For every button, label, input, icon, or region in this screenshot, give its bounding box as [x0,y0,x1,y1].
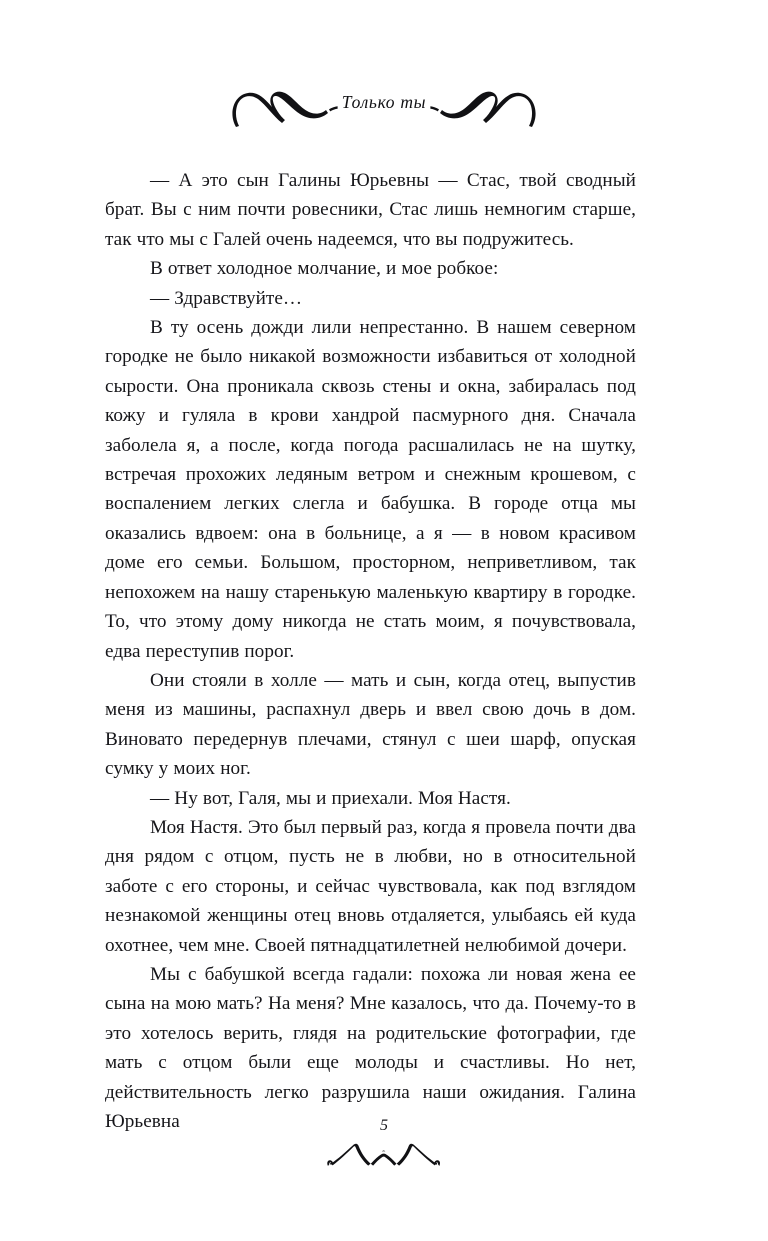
paragraph: Мы с бабушкой всегда гадали: похожа ли новая жена ее сына на мою мать? На меня? Мне казалось, что да. Почему-то в это хотелось верить, глядя на родительские фотографии, где мать с отцом были еще молоды и счастливы. Но нет, действительность легко разрушила наши ожидания. Галина Юрьевна [105,963,636,1132]
paragraph: В ответ холодное молчание, и мое робкое: [150,258,499,280]
swash-flourish-left-icon [230,83,338,129]
folio [0,1118,768,1172]
running-head-title: Только ты [341,91,427,112]
running-head [0,82,768,130]
paragraph: — А это сын Галины Юрьевны — Стас, твой сводный брат. Вы с ним почти ровесники, Стас лишь немногим старше, так что мы с Галей очень надеемся, что вы подружитесь. [105,170,636,250]
body-text-column [105,166,636,1136]
paragraph: Они стояли в холле — мать и сын, когда отец, выпустив меня из машины, распахнул дверь и ввел свою дочь в дом. Виновато передернув плечами, стянул с шеи шарф, опуская сумку у моих ног. [105,669,636,780]
paragraph: В ту осень дожди лили непрестанно. В нашем северном городке не было никакой возможности избавиться от холодной сырости. Она проникала сквозь стены и окна, забиралась под кожу и гуляла в крови хандрой пасмурного дня. Сначала заболела я, а после, когда погода расшалилась не на шутку, встречая прохожих ледяным ветром и снежным крошевом, с воспалением легких слегла и бабушка. В городе отца мы оказались вдвоем: она в больнице, а я — в новом красивом доме его семьи. Большом, просторном, неприветливом, так непохожем на нашу старенькую маленькую квартиру в городке. То, что этому дому никогда не стать моим, я почувствовала, едва переступив порог. [105,317,636,662]
swash-flourish-right-icon [430,83,538,129]
paragraph: — Ну вот, Галя, мы и приехали. Моя Настя. [150,787,511,809]
page-number: 5 [380,1117,388,1134]
paragraph: Моя Настя. Это был первый раз, когда я провела почти два дня рядом с отцом, пусть не в любви, но в относительной заботе с его стороны, и сейчас чувствовала, как под взглядом незнакомой женщины отец вновь отдаляется, улыбаясь ей куда охотнее, чем мне. Своей пятнадцатилетней нелюбимой дочери. [105,816,636,956]
paragraph: — Здравствуйте… [150,287,303,309]
double-peak-flourish-icon [324,1138,444,1172]
